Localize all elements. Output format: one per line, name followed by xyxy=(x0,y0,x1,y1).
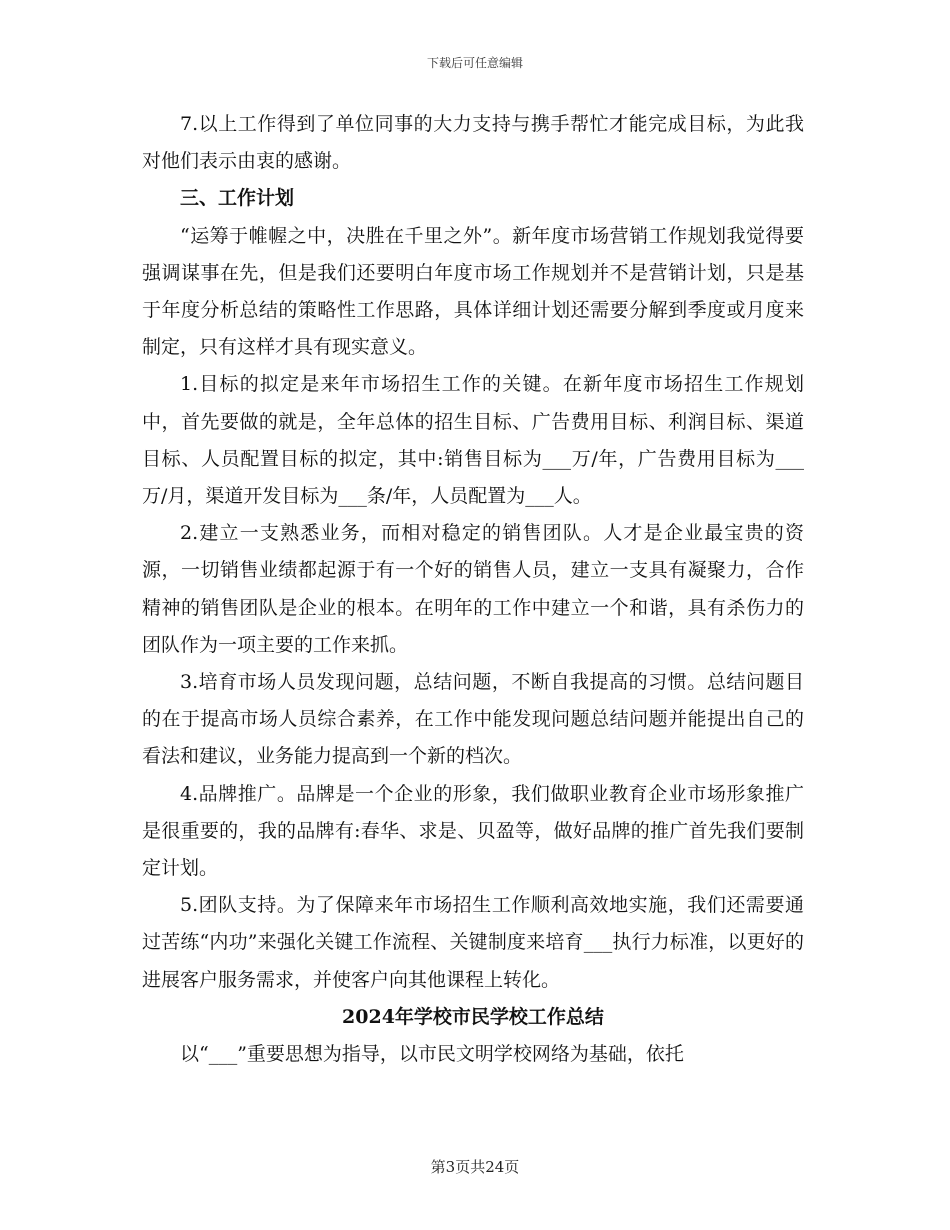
paragraph-item-5: 5.团队支持。为了保障来年市场招生工作顺利高效地实施，我们还需要通过苦练“内功”来强化关键工作流程、关键制度来培育___执行力标准，以更好的进展客户服务需求，并使客户向其他课程上转化。 xyxy=(142,894,804,991)
document-body xyxy=(142,106,804,1073)
paragraph-item-7: 7.以上工作得到了单位同事的大力支持与携手帮忙才能完成目标，为此我对他们表示由衷的感谢。 xyxy=(142,113,804,173)
paragraph-item-1: 1.目标的拟定是来年市场招生工作的关键。在新年度市场招生工作规划中，首先要做的就是，全年总体的招生目标、广告费用目标、利润目标、渠道目标、人员配置目标的拟定，其中:销售目标为___万/年，广告费用目标为___万/月，渠道开发目标为___条/年，人员配置为___人。 xyxy=(142,373,804,508)
document-title: 2024年学校市民学校工作总结 xyxy=(342,1005,604,1028)
paragraph-item-2: 2.建立一支熟悉业务，而相对稳定的销售团队。人才是企业最宝贵的资源，一切销售业绩都起源于有一个好的销售人员，建立一支具有凝聚力，合作精神的销售团队是企业的根本。在明年的工作中建立一个和谐，具有杀伤力的团队作为一项主要的工作来抓。 xyxy=(142,522,804,656)
paragraph-last: 以“___”重要思想为指导，以市民文明学校网络为基础，依托 xyxy=(180,1043,684,1066)
paragraph-intro: “运筹于帷幄之中，决胜在千里之外”。新年度市场营销工作规划我觉得要强调谋事在先，但是我们还要明白年度市场工作规划并不是营销计划，只是基于年度分析总结的策略性工作思路，具体详细计划还需要分解到季度或月度来制定，只有这样才具有现实意义。 xyxy=(142,224,804,359)
page-header: 下载后可任意编辑 xyxy=(426,56,523,70)
section-heading-work-plan: 三、工作计划 xyxy=(180,187,295,210)
paragraph-item-4: 4.品牌推广。品牌是一个企业的形象，我们做职业教育企业市场形象推广是很重要的，我的品牌有:春华、求是、贝盈等，做好品牌的推广首先我们要制定计划。 xyxy=(142,782,804,880)
page-footer: 第3页共24页 xyxy=(430,1158,520,1176)
paragraph-item-3: 3.培育市场人员发现问题，总结问题，不断自我提高的习惯。总结问题目的在于提高市场人员综合素养，在工作中能发现问题总结问题并能提出自己的看法和建议，业务能力提高到一个新的档次。 xyxy=(142,671,804,768)
